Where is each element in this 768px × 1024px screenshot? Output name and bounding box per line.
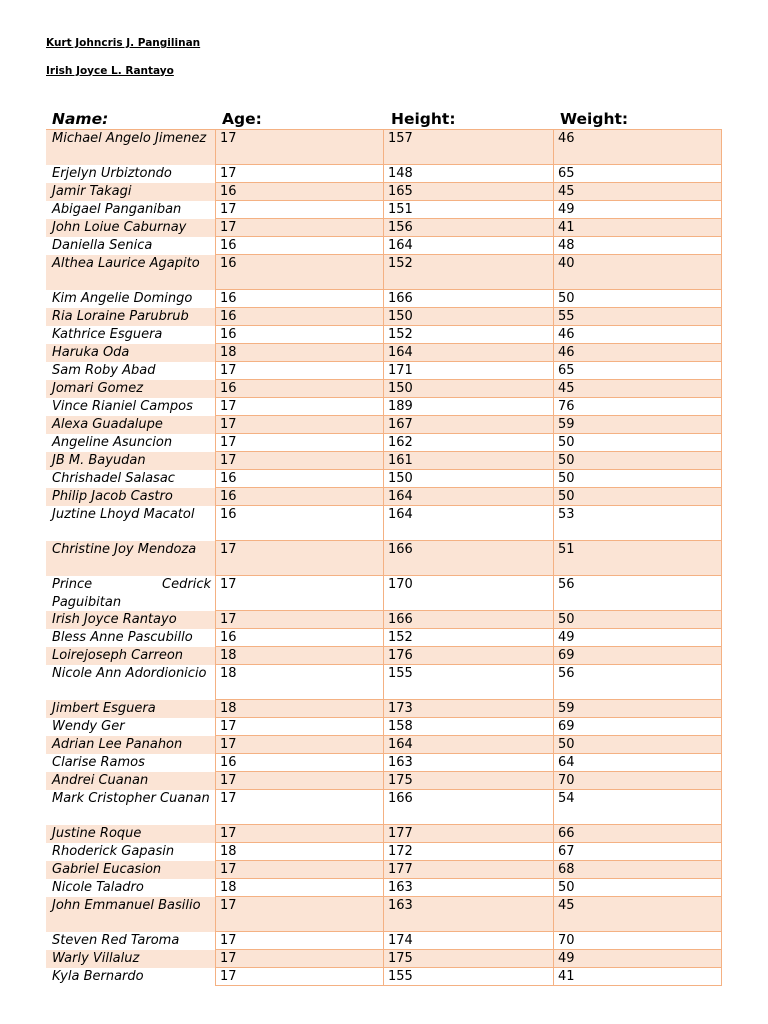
- cell-name: Kim Angelie Domingo: [52, 291, 193, 306]
- table-row: [46, 290, 722, 308]
- column-header-weight: Weight:: [560, 110, 629, 128]
- cell-age: 18: [215, 879, 384, 897]
- cell-height: 164: [384, 344, 554, 362]
- cell-age: 17: [215, 452, 384, 470]
- cell-age: 17: [215, 201, 384, 219]
- cell-name: Nicole Taladro: [52, 880, 144, 895]
- table-row: [46, 790, 722, 825]
- cell-age: 17: [215, 130, 384, 165]
- cell-name: Kyla Bernardo: [52, 969, 144, 984]
- cell-name: JB M. Bayudan: [46, 452, 215, 470]
- table-row: [46, 861, 722, 879]
- cell-height: 177: [384, 861, 554, 879]
- table-row: [46, 452, 722, 470]
- cell-weight: 59: [554, 700, 722, 718]
- cell-weight: 40: [554, 255, 722, 290]
- cell-height: 164: [384, 736, 554, 754]
- table-row: [46, 488, 722, 506]
- cell-weight: 49: [554, 950, 722, 968]
- cell-weight: 50: [554, 290, 722, 308]
- cell-height: 155: [384, 968, 554, 986]
- cell-height: 171: [384, 362, 554, 380]
- cell-weight: 45: [554, 183, 722, 201]
- student-table: [46, 110, 722, 986]
- cell-name: Justine Roque: [46, 825, 215, 843]
- cell-name: Andrei Cuanan: [46, 772, 215, 790]
- cell-name: Angeline Asuncion: [52, 435, 173, 450]
- cell-weight: 45: [554, 380, 722, 398]
- cell-age: 17: [215, 861, 384, 879]
- author-name: Kurt Johncris J. Pangilinan: [46, 37, 201, 49]
- cell-age: 17: [215, 736, 384, 754]
- cell-height: 161: [384, 452, 554, 470]
- table-row: [46, 237, 722, 255]
- cell-height: 177: [384, 825, 554, 843]
- cell-name: Nicole Ann Adordionicio: [52, 666, 207, 681]
- cell-weight: 55: [554, 308, 722, 326]
- cell-weight: 41: [554, 219, 722, 237]
- cell-age: 16: [215, 290, 384, 308]
- cell-weight: 69: [554, 718, 722, 736]
- table-row: [46, 700, 722, 718]
- cell-name: Vince Rianiel Campos: [52, 399, 193, 414]
- table-row: [46, 879, 722, 897]
- cell-age: 17: [215, 416, 384, 434]
- cell-age: 17: [215, 219, 384, 237]
- cell-height: 172: [384, 843, 554, 861]
- cell-height: 152: [384, 255, 554, 290]
- cell-name: Althea Laurice Agapito: [46, 255, 215, 290]
- cell-height: 158: [384, 718, 554, 736]
- cell-weight: 65: [554, 165, 722, 183]
- cell-weight: 50: [554, 611, 722, 629]
- cell-age: 16: [215, 308, 384, 326]
- cell-age: 17: [215, 932, 384, 950]
- cell-height: 175: [384, 772, 554, 790]
- table-row: [46, 326, 722, 344]
- cell-name: Abigael Panganiban: [52, 202, 182, 217]
- cell-height: 156: [384, 219, 554, 237]
- table-row: [46, 772, 722, 790]
- table-row: [46, 183, 722, 201]
- cell-weight: 46: [554, 326, 722, 344]
- cell-height: 151: [384, 201, 554, 219]
- table-row: [46, 754, 722, 772]
- cell-name: Clarise Ramos: [52, 755, 145, 770]
- column-header-name: Name:: [52, 110, 109, 128]
- cell-height: 166: [384, 611, 554, 629]
- cell-height: 175: [384, 950, 554, 968]
- column-header-age: Age:: [222, 110, 262, 128]
- cell-weight: 76: [554, 398, 722, 416]
- cell-name: Erjelyn Urbiztondo: [52, 166, 172, 181]
- cell-weight: 66: [554, 825, 722, 843]
- cell-age: 16: [215, 183, 384, 201]
- table-row: [46, 629, 722, 647]
- cell-weight: 41: [554, 968, 722, 986]
- cell-age: 16: [215, 237, 384, 255]
- cell-name: Haruka Oda: [46, 344, 215, 362]
- cell-age: 17: [215, 541, 384, 576]
- cell-height: 173: [384, 700, 554, 718]
- cell-age: 16: [215, 488, 384, 506]
- cell-name: Chrishadel Salasac: [52, 471, 175, 486]
- cell-height: 150: [384, 308, 554, 326]
- cell-age: 17: [215, 790, 384, 825]
- table-row: [46, 718, 722, 736]
- cell-height: 163: [384, 897, 554, 932]
- cell-height: 189: [384, 398, 554, 416]
- cell-height: 164: [384, 237, 554, 255]
- cell-weight: 56: [554, 576, 722, 611]
- cell-height: 150: [384, 470, 554, 488]
- table-row: [46, 736, 722, 754]
- cell-height: 176: [384, 647, 554, 665]
- table-row: [46, 380, 722, 398]
- cell-weight: 45: [554, 897, 722, 932]
- cell-weight: 50: [554, 488, 722, 506]
- cell-name: Jimbert Esguera: [46, 700, 215, 718]
- cell-weight: 64: [554, 754, 722, 772]
- cell-name: Christine Joy Mendoza: [46, 541, 215, 576]
- cell-height: 148: [384, 165, 554, 183]
- cell-weight: 69: [554, 647, 722, 665]
- cell-weight: 49: [554, 629, 722, 647]
- cell-weight: 49: [554, 201, 722, 219]
- cell-age: 17: [215, 897, 384, 932]
- cell-weight: 65: [554, 362, 722, 380]
- cell-name: Jomari Gomez: [46, 380, 215, 398]
- table-body: [46, 129, 722, 986]
- cell-height: 167: [384, 416, 554, 434]
- cell-age: 17: [215, 825, 384, 843]
- cell-age: 17: [215, 576, 384, 611]
- author-name: Irish Joyce L. Rantayo: [46, 64, 174, 77]
- cell-age: 18: [215, 665, 384, 700]
- cell-age: 16: [215, 470, 384, 488]
- cell-name: Daniella Senica: [52, 238, 153, 253]
- cell-weight: 67: [554, 843, 722, 861]
- cell-height: 157: [384, 130, 554, 165]
- cell-name: Kathrice Esguera: [52, 327, 163, 342]
- cell-name: John Loiue Caburnay: [46, 219, 215, 237]
- cell-height: 152: [384, 629, 554, 647]
- cell-name: Bless Anne Pascubillo: [52, 630, 193, 645]
- cell-height: 155: [384, 665, 554, 700]
- cell-height: 163: [384, 754, 554, 772]
- cell-age: 17: [215, 611, 384, 629]
- cell-age: 17: [215, 718, 384, 736]
- table-row: [46, 130, 722, 165]
- cell-name: Loirejoseph Carreon: [46, 647, 215, 665]
- cell-name: Steven Red Taroma: [52, 933, 180, 948]
- table-row: [46, 897, 722, 932]
- table-row: [46, 576, 722, 611]
- cell-name: Juztine Lhoyd Macatol: [52, 507, 195, 522]
- cell-weight: 50: [554, 879, 722, 897]
- table-row: [46, 416, 722, 434]
- cell-height: 174: [384, 932, 554, 950]
- table-row: [46, 611, 722, 629]
- table-row: [46, 398, 722, 416]
- cell-name: Warly Villaluz: [46, 950, 215, 968]
- cell-weight: 56: [554, 665, 722, 700]
- cell-weight: 50: [554, 736, 722, 754]
- table-row: [46, 647, 722, 665]
- table-row: [46, 362, 722, 380]
- cell-height: 152: [384, 326, 554, 344]
- cell-name: Alexa Guadalupe: [46, 416, 215, 434]
- cell-name: John Emmanuel Basilio: [46, 897, 215, 932]
- cell-age: 17: [215, 950, 384, 968]
- author-list: [46, 38, 200, 76]
- cell-height: 166: [384, 541, 554, 576]
- cell-age: 17: [215, 772, 384, 790]
- cell-height: 164: [384, 506, 554, 541]
- cell-height: 164: [384, 488, 554, 506]
- table-row: [46, 950, 722, 968]
- cell-weight: 51: [554, 541, 722, 576]
- cell-name: Wendy Ger: [52, 719, 125, 734]
- cell-name: Sam Roby Abad: [52, 363, 156, 378]
- cell-age: 18: [215, 344, 384, 362]
- cell-age: 17: [215, 968, 384, 986]
- cell-name: Prince Cedrick Paguibitan: [52, 577, 211, 610]
- cell-weight: 48: [554, 237, 722, 255]
- cell-name: Adrian Lee Panahon: [46, 736, 215, 754]
- cell-name: Jamir Takagi: [46, 183, 215, 201]
- cell-weight: 54: [554, 790, 722, 825]
- table-row: [46, 932, 722, 950]
- cell-age: 17: [215, 434, 384, 452]
- cell-name: Philip Jacob Castro: [46, 488, 215, 506]
- cell-age: 17: [215, 362, 384, 380]
- cell-weight: 46: [554, 344, 722, 362]
- cell-weight: 50: [554, 470, 722, 488]
- cell-age: 16: [215, 754, 384, 772]
- cell-weight: 70: [554, 772, 722, 790]
- table-row: [46, 541, 722, 576]
- cell-age: 17: [215, 165, 384, 183]
- cell-height: 166: [384, 790, 554, 825]
- cell-weight: 53: [554, 506, 722, 541]
- cell-height: 162: [384, 434, 554, 452]
- table-row: [46, 665, 722, 700]
- table-row: [46, 165, 722, 183]
- table-row: [46, 968, 722, 986]
- cell-name: Ria Loraine Parubrub: [46, 308, 215, 326]
- cell-name: Mark Cristopher Cuanan: [52, 791, 210, 806]
- table-row: [46, 201, 722, 219]
- table-row: [46, 470, 722, 488]
- cell-weight: 50: [554, 452, 722, 470]
- column-header-height: Height:: [391, 110, 456, 128]
- cell-height: 150: [384, 380, 554, 398]
- cell-weight: 50: [554, 434, 722, 452]
- table-header: [46, 110, 722, 129]
- cell-height: 170: [384, 576, 554, 611]
- table-row: [46, 506, 722, 541]
- cell-height: 166: [384, 290, 554, 308]
- cell-height: 163: [384, 879, 554, 897]
- table-row: [46, 825, 722, 843]
- cell-weight: 68: [554, 861, 722, 879]
- cell-name: Rhoderick Gapasin: [52, 844, 175, 859]
- cell-age: 17: [215, 398, 384, 416]
- cell-age: 16: [215, 506, 384, 541]
- cell-age: 18: [215, 700, 384, 718]
- cell-age: 18: [215, 647, 384, 665]
- table-row: [46, 255, 722, 290]
- cell-age: 16: [215, 380, 384, 398]
- cell-weight: 46: [554, 130, 722, 165]
- cell-name: Gabriel Eucasion: [46, 861, 215, 879]
- cell-name: Irish Joyce Rantayo: [46, 611, 215, 629]
- cell-age: 16: [215, 629, 384, 647]
- cell-age: 18: [215, 843, 384, 861]
- table-row: [46, 434, 722, 452]
- table-row: [46, 843, 722, 861]
- cell-height: 165: [384, 183, 554, 201]
- cell-weight: 59: [554, 416, 722, 434]
- cell-weight: 70: [554, 932, 722, 950]
- table-row: [46, 219, 722, 237]
- cell-name: Michael Angelo Jimenez: [46, 130, 215, 165]
- cell-age: 16: [215, 326, 384, 344]
- cell-age: 16: [215, 255, 384, 290]
- table-row: [46, 344, 722, 362]
- table-row: [46, 308, 722, 326]
